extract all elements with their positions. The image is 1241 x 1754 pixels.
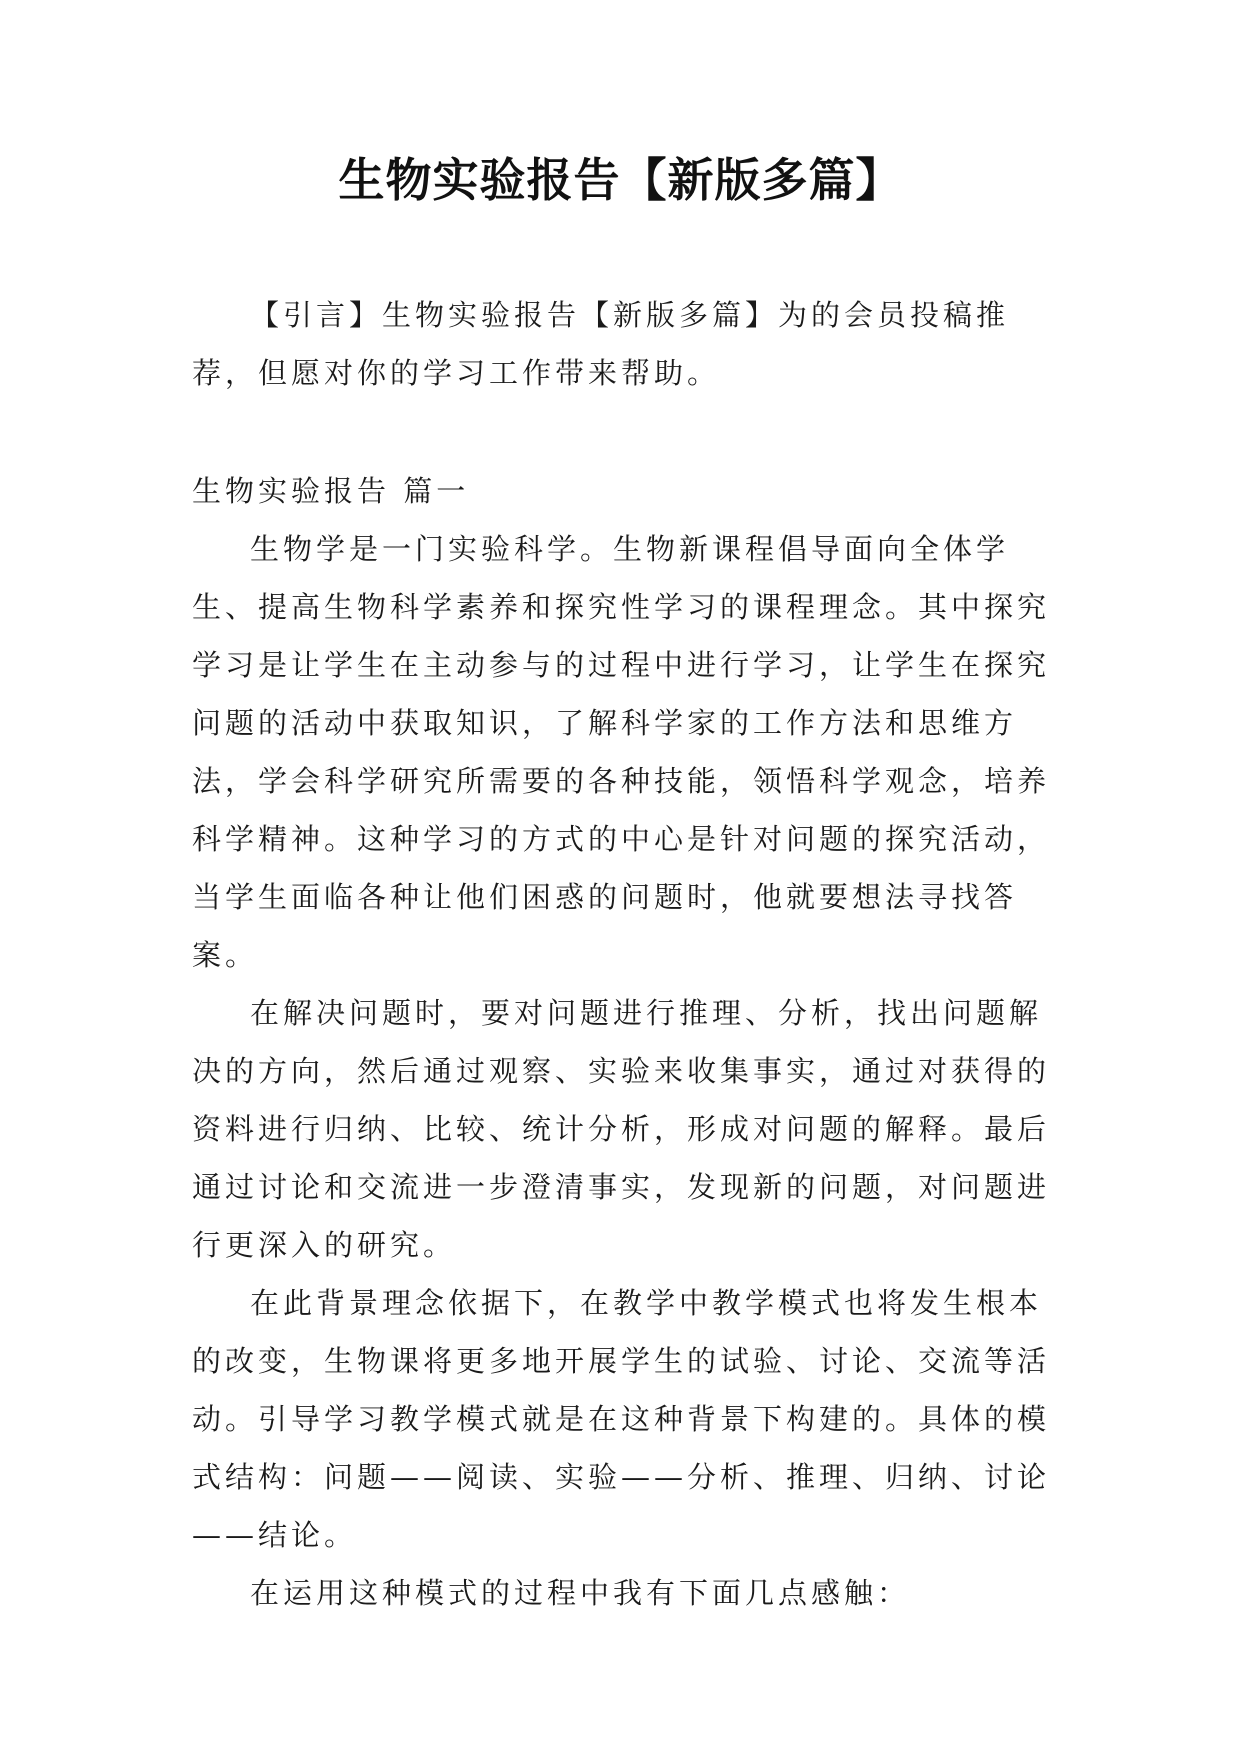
section-one <box>192 462 1054 1622</box>
body-paragraph-4: 在运用这种模式的过程中我有下面几点感触： <box>250 1576 911 1610</box>
body-paragraph-3: 在此背景理念依据下，在教学中教学模式也将发生根本的改变，生物课将更多地开展学生的试验、讨论、交流等活动。引导学习教学模式就是在这种背景下构建的。具体的模式结构：问题——阅读、实验——分析、推理、归纳、讨论——结论。 <box>192 1286 1051 1552</box>
body-paragraph-2: 在解决问题时，要对问题进行推理、分析，找出问题解决的方向，然后通过观察、实验来收集事实，通过对获得的资料进行归纳、比较、统计分析，形成对问题的解释。最后通过讨论和交流进一步澄清事实，发现新的问题，对问题进行更深入的研究。 <box>192 996 1051 1262</box>
intro-block <box>192 286 1054 402</box>
body-paragraph-1: 生物学是一门实验科学。生物新课程倡导面向全体学生、提高生物科学素养和探究性学习的课程理念。其中探究学习是让学生在主动参与的过程中进行学习，让学生在探究问题的活动中获取知识，了解科学家的工作方法和思维方法，学会科学研究所需要的各种技能，领悟科学观念，培养科学精神。这种学习的方式的中心是针对问题的探究活动，当学生面临各种让他们困惑的问题时，他就要想法寻找答案。 <box>192 532 1051 972</box>
section-heading: 生物实验报告 篇一 <box>192 474 470 508</box>
document-title: 生物实验报告【新版多篇】 <box>338 153 903 207</box>
intro-paragraph: 【引言】生物实验报告【新版多篇】为的会员投稿推荐，但愿对你的学习工作带来帮助。 <box>192 298 1010 390</box>
